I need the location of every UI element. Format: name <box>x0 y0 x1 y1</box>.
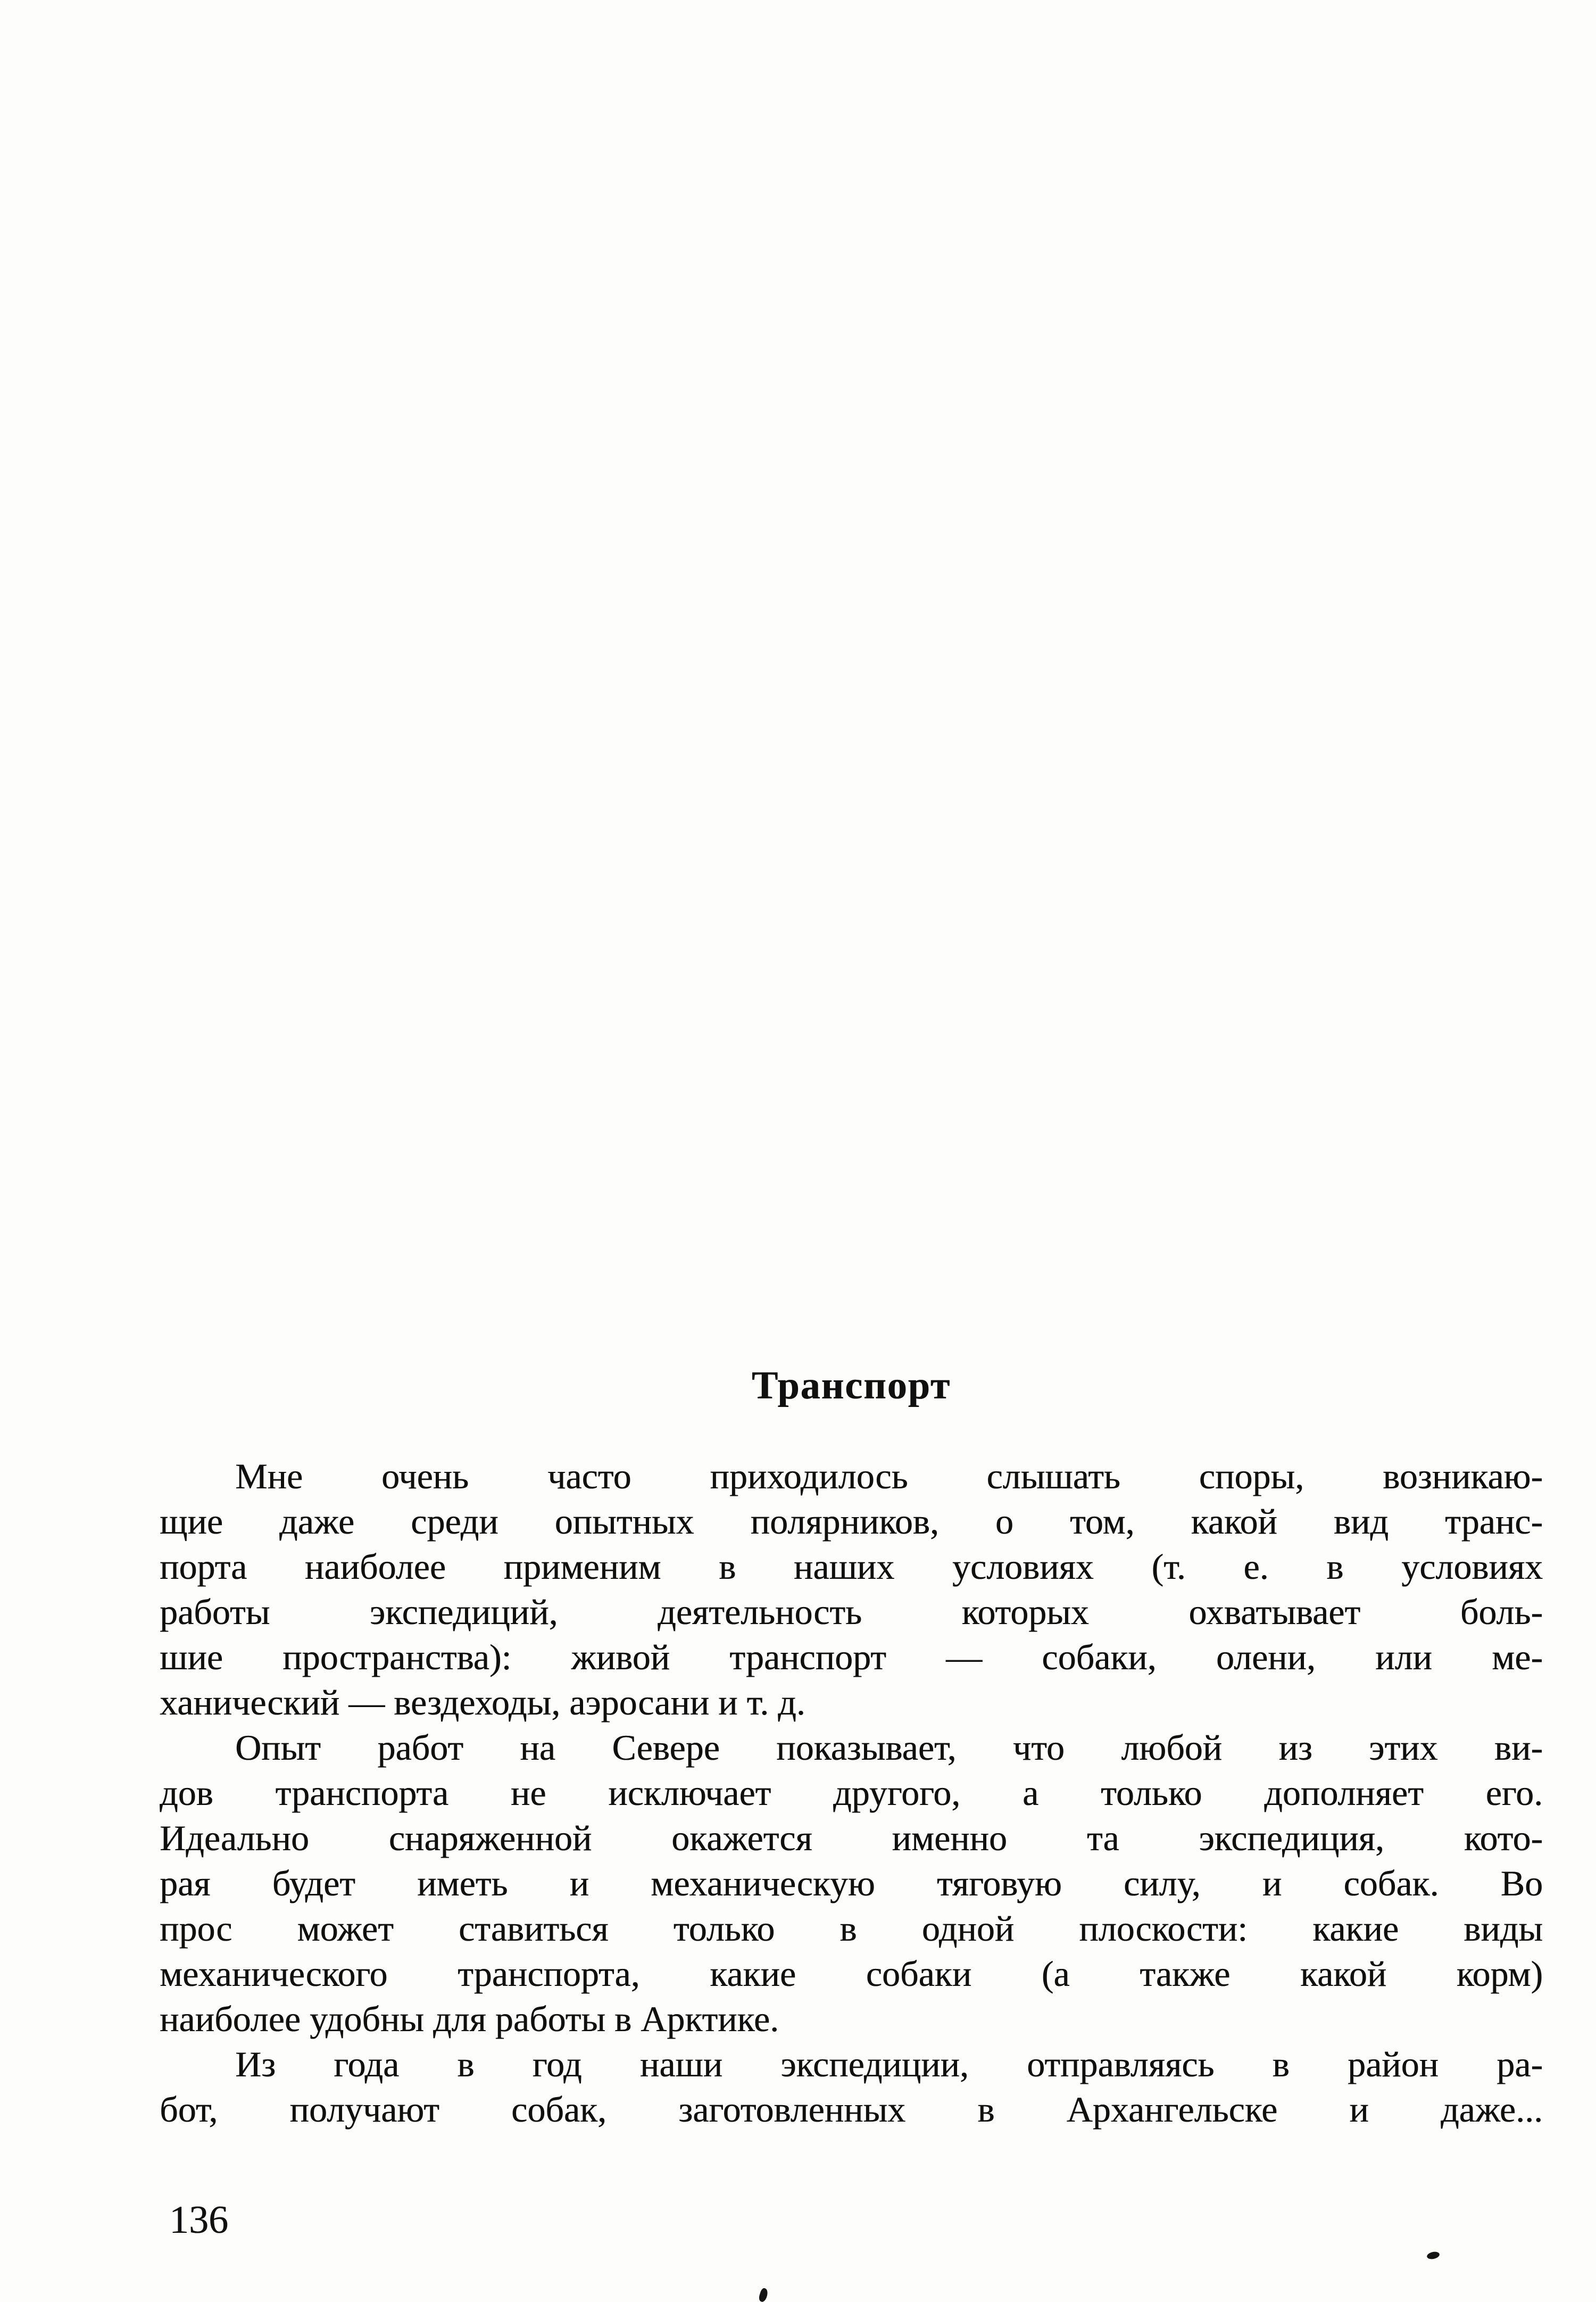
section-title: Транспорт <box>751 1364 951 1407</box>
page-number: 136 <box>169 2198 228 2242</box>
ink-speck <box>1426 2251 1440 2260</box>
text-line: работы экспедиций, деятельность которых охватывает боль- <box>160 1592 1543 1632</box>
text-line: шие пространства): живой транспорт — собаки, олени, или ме- <box>160 1637 1543 1677</box>
text-line: прос может ставиться только в одной плоскости: какие виды <box>160 1908 1543 1949</box>
text-line: наиболее удобны для работы в Арктике. <box>160 1999 779 2039</box>
text-line: Опыт работ на Севере показывает, что любой из этих ви- <box>235 1727 1543 1768</box>
paragraph <box>160 1725 1543 2042</box>
text-line: Идеально снаряженной окажется именно та экспедиция, кото- <box>160 1818 1543 1858</box>
text-line: Из года в год наши экспедиции, отправляясь в район ра- <box>235 2044 1543 2084</box>
text-line: рая будет иметь и механическую тяговую силу, и собак. Во <box>160 1863 1543 1903</box>
text-line: ханический — вездеходы, аэросани и т. д. <box>160 1682 805 1723</box>
text-block <box>160 1362 1543 2132</box>
body-text <box>160 1454 1543 2132</box>
text-line: порта наиболее применим в наших условиях (т. е. в условиях <box>160 1546 1543 1587</box>
paragraph <box>160 2042 1543 2132</box>
ink-speck <box>758 2287 769 2302</box>
text-line: механического транспорта, какие собаки (а также какой корм) <box>160 1953 1543 1994</box>
text-line: Мне очень часто приходилось слышать споры, возникаю- <box>235 1456 1543 1496</box>
text-line: бот, получают собак, заготовленных в Архангельске и даже... <box>160 2089 1543 2130</box>
text-line: щие даже среди опытных полярников, о том, какой вид транс- <box>160 1501 1543 1542</box>
text-line: дов транспорта не исключает другого, а только дополняет его. <box>160 1773 1543 1813</box>
paragraph <box>160 1454 1543 1725</box>
